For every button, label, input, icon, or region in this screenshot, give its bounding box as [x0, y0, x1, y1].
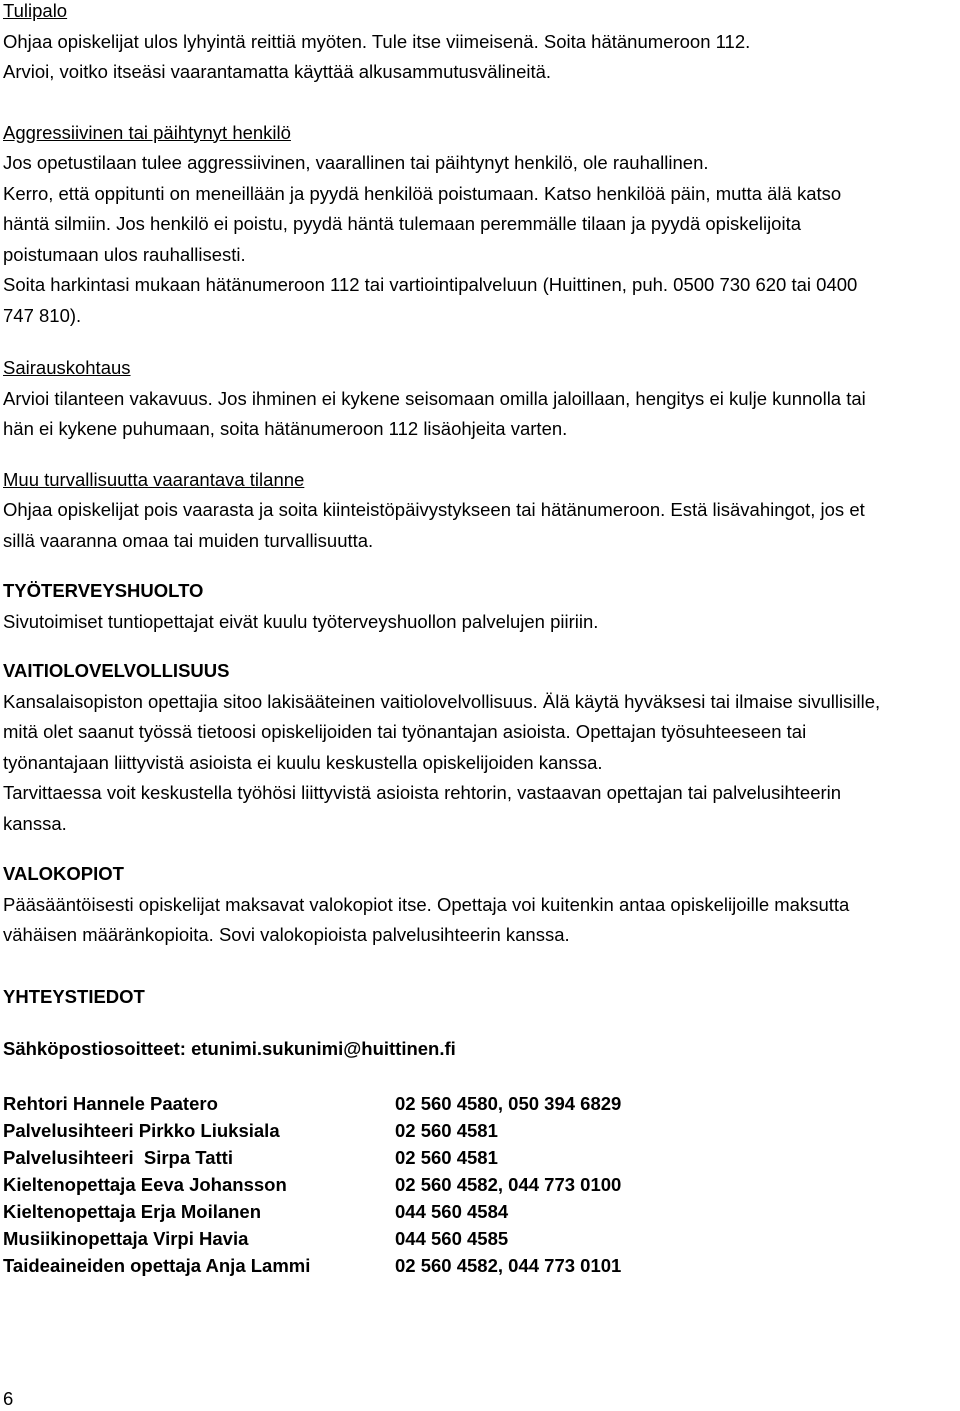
contact-table: [3, 1090, 621, 1279]
email-format: Sähköpostiosoitteet: etunimi.sukunimi@huittinen.fi: [3, 1038, 456, 1059]
contact-name: Rehtori Hannele Paatero: [3, 1092, 218, 1114]
contact-phone: 044 560 4585: [395, 1227, 509, 1249]
contact-row: [3, 1171, 621, 1198]
heading-muu-tilanne: Muu turvallisuutta vaarantava tilanne: [3, 468, 305, 490]
aggressiivinen-line-1: Jos opetustilaan tulee aggressiivinen, vaarallinen tai päihtynyt henkilö, ole rauhallinen.: [3, 152, 709, 173]
tulipalo-line-1: Ohjaa opiskelijat ulos lyhyintä reittiä myöten. Tule itse viimeisenä. Soita hätänumeroon 112.: [3, 30, 751, 52]
vaitiolo-line-3: työnantajaan liittyvistä asioista ei kuulu keskustella opiskelijoiden kanssa.: [3, 751, 603, 773]
aggressiivinen-line-2: Kerro, että oppitunti on meneillään ja pyydä henkilöä poistumaan. Katso henkilöä päin, mutta älä katso: [3, 182, 842, 204]
tyoterveyshuolto-line-1: Sivutoimiset tuntiopettajat eivät kuulu työterveyshuollon palvelujen piiriin.: [3, 610, 599, 632]
contact-phone: 044 560 4584: [395, 1200, 509, 1222]
contact-row: [3, 1090, 621, 1117]
aggressiivinen-line-6: 747 810).: [3, 304, 82, 326]
heading-valokopiot: VALOKOPIOT: [3, 863, 124, 884]
contact-phone: 02 560 4581: [395, 1119, 498, 1141]
page-number: 6: [3, 1388, 14, 1409]
heading-vaitiolovelvollisuus: VAITIOLOVELVOLLISUUS: [3, 660, 230, 681]
contact-name: Palvelusihteeri Pirkko Liuksiala: [3, 1119, 280, 1141]
heading-tyoterveyshuolto: TYÖTERVEYSHUOLTO: [3, 580, 204, 601]
valokopiot-line-1: Pääsääntöisesti opiskelijat maksavat valokopiot itse. Opettaja voi kuitenkin antaa opiskelijoille maksutta: [3, 893, 850, 915]
vaitiolo-line-1: Kansalaisopiston opettajia sitoo lakisääteinen vaitiolovelvollisuus. Älä käytä hyväksesi tai ilmaise sivullisille,: [3, 690, 881, 712]
heading-sairauskohtaus: Sairauskohtaus: [3, 357, 131, 378]
contact-phone: 02 560 4582, 044 773 0100: [395, 1173, 622, 1195]
contact-row: [3, 1117, 621, 1144]
contact-row: [3, 1144, 621, 1171]
heading-aggressiivinen: Aggressiivinen tai päihtynyt henkilö: [3, 121, 291, 143]
contact-name: Kieltenopettaja Erja Moilanen: [3, 1200, 262, 1222]
aggressiivinen-line-4: poistumaan ulos rauhallisesti.: [3, 243, 246, 265]
contact-name: Taideaineiden opettaja Anja Lammi: [3, 1254, 311, 1276]
sairauskohtaus-line-2: hän ei kykene puhumaan, soita hätänumeroon 112 lisäohjeita varten.: [3, 418, 568, 439]
tulipalo-line-2: Arvioi, voitko itseäsi vaarantamatta käyttää alkusammutusvälineitä.: [3, 61, 552, 82]
heading-yhteystiedot: YHTEYSTIEDOT: [3, 985, 145, 1007]
contact-phone: 02 560 4582, 044 773 0101: [395, 1254, 622, 1276]
contact-row: [3, 1198, 621, 1225]
muu-line-1: Ohjaa opiskelijat pois vaarasta ja soita kiinteistöpäivystykseen tai hätänumeroon. Estä lisävahingot, jos et: [3, 499, 865, 520]
contact-phone: 02 560 4581: [395, 1146, 498, 1168]
aggressiivinen-line-5: Soita harkintasi mukaan hätänumeroon 112 tai vartiointipalveluun (Huittinen, puh. 0500 730 620 tai 0400: [3, 274, 858, 295]
contact-name: Kieltenopettaja Eeva Johansson: [3, 1173, 287, 1195]
muu-line-2: sillä vaaranna omaa tai muiden turvallisuutta.: [3, 529, 374, 551]
vaitiolo-line-4: Tarvittaessa voit keskustella työhösi liittyvistä asioista rehtorin, vastaavan opettajan tai palvelusihteerin: [3, 782, 842, 803]
contact-name: Palvelusihteeri Sirpa Tatti: [3, 1146, 233, 1168]
vaitiolo-line-5: kanssa.: [3, 812, 67, 834]
aggressiivinen-line-3: häntä silmiin. Jos henkilö ei poistu, pyydä häntä tulemaan peremmälle tilaan ja pyydä opiskelijoita: [3, 213, 802, 234]
contact-row: [3, 1252, 621, 1279]
contact-phone: 02 560 4580, 050 394 6829: [395, 1092, 622, 1114]
document-page: [3, 0, 958, 1279]
heading-tulipalo: Tulipalo: [3, 0, 68, 21]
valokopiot-line-2: vähäisen määränkopioita. Sovi valokopioista palvelusihteerin kanssa.: [3, 924, 570, 945]
sairauskohtaus-line-1: Arvioi tilanteen vakavuus. Jos ihminen ei kykene seisomaan omilla jaloillaan, hengitys ei kulje kunnolla tai: [3, 387, 866, 409]
contact-row: [3, 1225, 621, 1252]
vaitiolo-line-2: mitä olet saanut työssä tietoosi opiskelijoiden tai työnantajan asioista. Opettajan työsuhteeseen tai: [3, 721, 807, 742]
contact-name: Musiikinopettaja Virpi Havia: [3, 1227, 249, 1249]
